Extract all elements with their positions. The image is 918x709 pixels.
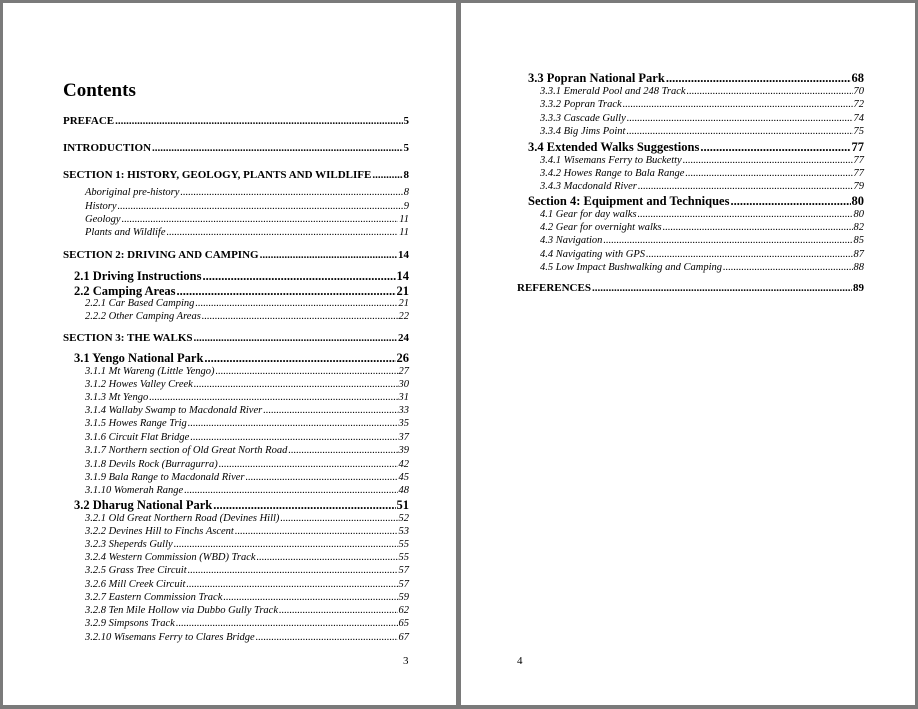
page-number-right: 4: [517, 655, 523, 667]
toc-entry-page: 59: [398, 592, 409, 603]
dot-leader: [666, 71, 851, 86]
toc-entry[interactable]: [63, 169, 409, 181]
toc-entry-page: 68: [851, 71, 864, 85]
toc-entry[interactable]: [528, 71, 864, 86]
toc-entry-title: 2.2.2 Other Camping Areas: [85, 311, 201, 322]
toc-entry[interactable]: [74, 498, 409, 513]
toc-entry[interactable]: [85, 445, 409, 456]
toc-entry-page: 24: [398, 332, 409, 344]
toc-entry[interactable]: [517, 282, 864, 294]
toc-entry[interactable]: [85, 539, 409, 550]
toc-entry-title: 2.2 Camping Areas: [74, 284, 176, 298]
toc-entry[interactable]: [85, 298, 409, 309]
toc-entry-page: 79: [853, 181, 864, 192]
toc-entry-title: 4.2 Gear for overnight walks: [540, 222, 662, 233]
toc-entry-page: 77: [853, 155, 864, 166]
toc-entry[interactable]: [85, 632, 409, 643]
toc-entry[interactable]: [85, 227, 409, 238]
toc-entry-page: 80: [853, 209, 864, 220]
toc-entry-title: 3.1.8 Devils Rock (Burragurra): [85, 459, 218, 470]
toc-entry-page: 55: [398, 539, 409, 550]
toc-entry-title: 3.3.3 Cascade Gully: [540, 113, 626, 124]
toc-entry[interactable]: [85, 392, 409, 403]
toc-entry-title: Section 4: Equipment and Techniques: [528, 194, 730, 208]
page-number-left: 3: [403, 655, 409, 667]
toc-entry-title: 3.4.1 Wisemans Ferry to Bucketty: [540, 155, 682, 166]
toc-entry-title: 3.1.5 Howes Range Trig: [85, 418, 187, 429]
toc-entry[interactable]: [85, 432, 409, 443]
dot-leader: [122, 214, 399, 225]
toc-entry-page: 11: [399, 227, 409, 238]
toc-entry-title: 2.2.1 Car Based Camping: [85, 298, 195, 309]
dot-leader: [184, 485, 397, 496]
dot-leader: [194, 379, 398, 390]
toc-entry-page: 8: [403, 187, 409, 198]
toc-entry[interactable]: [540, 209, 864, 220]
dot-leader: [167, 227, 399, 238]
toc-entry-page: 57: [398, 579, 409, 590]
toc-entry-page: 27: [398, 366, 409, 377]
toc-entry-page: 39: [398, 445, 409, 456]
toc-entry-page: 45: [398, 472, 409, 483]
toc-entry[interactable]: [540, 222, 864, 233]
dot-leader: [638, 209, 853, 220]
toc-entry-title: 3.2.4 Western Commission (WBD) Track: [85, 552, 256, 563]
dot-leader: [190, 432, 397, 443]
dot-leader: [263, 405, 397, 416]
dot-leader: [687, 86, 853, 97]
toc-entry[interactable]: [74, 269, 409, 284]
toc-entry-page: 55: [398, 552, 409, 563]
toc-entry-title: SECTION 2: DRIVING AND CAMPING: [63, 249, 259, 261]
dot-leader: [202, 311, 398, 322]
toc-entry-page: 74: [853, 113, 864, 124]
dot-leader: [176, 618, 398, 629]
toc-entry-title: 3.2.7 Eastern Commission Track: [85, 592, 223, 603]
dot-leader: [279, 605, 398, 616]
toc-entry[interactable]: [540, 86, 864, 97]
dot-leader: [260, 249, 397, 261]
dot-leader: [685, 168, 852, 179]
toc-entry-page: 30: [398, 379, 409, 390]
dot-leader: [627, 113, 853, 124]
toc-entry-title: 3.2.1 Old Great Northern Road (Devines Hill): [85, 513, 280, 524]
toc-entry-title: 3.1 Yengo National Park: [74, 351, 204, 365]
toc-entry-title: SECTION 3: THE WALKS: [63, 332, 193, 344]
dot-leader: [603, 235, 852, 246]
dot-leader: [623, 99, 853, 110]
dot-leader: [204, 351, 395, 366]
toc-entry-page: 5: [403, 142, 409, 154]
toc-entry-page: 9: [403, 201, 409, 212]
toc-entry[interactable]: [74, 284, 409, 299]
toc-entry-page: 31: [398, 392, 409, 403]
toc-entry[interactable]: [85, 459, 409, 470]
dot-leader: [213, 498, 395, 513]
toc-entry[interactable]: [85, 592, 409, 603]
dot-leader: [219, 459, 398, 470]
dot-leader: [223, 592, 397, 603]
toc-entry-page: 37: [398, 432, 409, 443]
toc-entry-title: 3.2.8 Ten Mile Hollow via Dubbo Gully Track: [85, 605, 278, 616]
toc-entry-page: 88: [853, 262, 864, 273]
dot-leader: [216, 366, 398, 377]
dot-leader: [188, 418, 398, 429]
toc-entry-title: 3.1.4 Wallaby Swamp to Macdonald River: [85, 405, 263, 416]
toc-entry[interactable]: [63, 332, 409, 344]
dot-leader: [194, 332, 398, 344]
dot-leader: [180, 187, 402, 198]
dot-leader: [730, 194, 850, 209]
toc-entry-title: 3.2.5 Grass Tree Circuit: [85, 565, 187, 576]
toc-entry[interactable]: [540, 249, 864, 260]
toc-entry[interactable]: [63, 142, 409, 154]
toc-entry-page: 52: [398, 513, 409, 524]
toc-entry[interactable]: [540, 113, 864, 124]
toc-entry[interactable]: [85, 485, 409, 496]
right-page: [461, 3, 915, 705]
dot-leader: [235, 526, 398, 537]
toc-entry-title: 3.2.10 Wisemans Ferry to Clares Bridge: [85, 632, 255, 643]
toc-entry-page: 22: [398, 311, 409, 322]
toc-entry[interactable]: [85, 526, 409, 537]
toc-entry-page: 8: [403, 169, 409, 181]
toc-entry-page: 51: [396, 498, 409, 512]
dot-leader: [683, 155, 853, 166]
toc-entry[interactable]: [540, 126, 864, 137]
dot-leader: [280, 513, 397, 524]
toc-entry[interactable]: [85, 201, 409, 212]
toc-entry-title: Plants and Wildlife: [85, 227, 166, 238]
toc-entry[interactable]: [63, 249, 409, 261]
dot-leader: [188, 565, 398, 576]
toc-entry-title: 4.3 Navigation: [540, 235, 603, 246]
toc-entry[interactable]: [540, 235, 864, 246]
toc-entry[interactable]: [85, 214, 409, 225]
toc-entry-title: Geology: [85, 214, 121, 225]
toc-entry[interactable]: [85, 418, 409, 429]
dot-leader: [626, 126, 852, 137]
toc-entry[interactable]: [540, 181, 864, 192]
toc-entry[interactable]: [85, 366, 409, 377]
toc-entry[interactable]: [528, 140, 864, 155]
toc-entry-title: 3.1.2 Howes Valley Creek: [85, 379, 193, 390]
dot-leader: [256, 632, 398, 643]
toc-entry-page: 67: [398, 632, 409, 643]
toc-entry-title: 4.1 Gear for day walks: [540, 209, 637, 220]
toc-entry-title: SECTION 1: HISTORY, GEOLOGY, PLANTS AND WILDLIFE: [63, 169, 372, 181]
toc-entry-page: 42: [398, 459, 409, 470]
toc-entry-page: 21: [398, 298, 409, 309]
dot-leader: [195, 298, 397, 309]
toc-entry-title: History: [85, 201, 117, 212]
toc-entry[interactable]: [85, 552, 409, 563]
toc-entry-title: 4.5 Low Impact Bushwalking and Camping: [540, 262, 723, 273]
toc-entry[interactable]: [540, 168, 864, 179]
toc-entry-title: 3.1.7 Northern section of Old Great North Road: [85, 445, 288, 456]
dot-leader: [202, 269, 395, 284]
toc-entry-page: 70: [853, 86, 864, 97]
toc-entry-page: 75: [853, 126, 864, 137]
toc-entry[interactable]: [540, 262, 864, 273]
dot-leader: [118, 201, 403, 212]
toc-entry-title: 3.2.3 Sheperds Gully: [85, 539, 173, 550]
dot-leader: [149, 392, 397, 403]
toc-entry-title: 3.4.3 Macdonald River: [540, 181, 637, 192]
toc-entry-page: 14: [396, 269, 409, 283]
toc-entry-page: 87: [853, 249, 864, 260]
toc-entry[interactable]: [85, 311, 409, 322]
toc-entry-page: 57: [398, 565, 409, 576]
dot-leader: [700, 140, 850, 155]
toc-entry-title: 3.1.9 Bala Range to Macdonald River: [85, 472, 245, 483]
toc-entry-title: PREFACE: [63, 115, 115, 127]
toc-entry-page: 77: [851, 140, 864, 154]
toc-entry[interactable]: [85, 605, 409, 616]
toc-entry-title: 3.2 Dharug National Park: [74, 498, 213, 512]
toc-entry-title: 4.4 Navigating with GPS: [540, 249, 645, 260]
toc-entry[interactable]: [74, 351, 409, 366]
toc-entry[interactable]: [85, 472, 409, 483]
toc-entry[interactable]: [528, 194, 864, 209]
toc-entry-page: 62: [398, 605, 409, 616]
toc-entry-page: 33: [398, 405, 409, 416]
dot-leader: [186, 579, 397, 590]
toc-entry[interactable]: [85, 379, 409, 390]
dot-leader: [177, 284, 396, 299]
toc-entry-title: 3.1.6 Circuit Flat Bridge: [85, 432, 190, 443]
toc-entry-page: 26: [396, 351, 409, 365]
toc-entry-page: 89: [853, 282, 864, 294]
toc-entry[interactable]: [85, 405, 409, 416]
toc-entry-page: 65: [398, 618, 409, 629]
toc-entry[interactable]: [85, 618, 409, 629]
toc-entry-title: 3.3.4 Big Jims Point: [540, 126, 626, 137]
toc-entry-page: 85: [853, 235, 864, 246]
toc-entry-title: 3.3.2 Popran Track: [540, 99, 622, 110]
dot-leader: [592, 282, 852, 294]
toc-entry-title: 3.1.3 Mt Yengo: [85, 392, 149, 403]
toc-entry-page: 14: [398, 249, 409, 261]
toc-entry-title: 3.2.2 Devines Hill to Finchs Ascent: [85, 526, 234, 537]
toc-entry[interactable]: [85, 565, 409, 576]
toc-entry-page: 11: [399, 214, 409, 225]
dot-leader: [174, 539, 398, 550]
toc-entry[interactable]: [85, 579, 409, 590]
dot-leader: [372, 169, 402, 181]
dot-leader: [152, 142, 402, 154]
toc-entry-page: 80: [851, 194, 864, 208]
toc-entry-page: 21: [396, 284, 409, 298]
dot-leader: [723, 262, 852, 273]
dot-leader: [246, 472, 398, 483]
dot-leader: [257, 552, 398, 563]
toc-entry-page: 53: [398, 526, 409, 537]
dot-leader: [638, 181, 853, 192]
toc-entry-page: 77: [853, 168, 864, 179]
toc-entry-title: 3.3.1 Emerald Pool and 248 Track: [540, 86, 686, 97]
dot-leader: [646, 249, 853, 260]
dot-leader: [288, 445, 397, 456]
toc-entry[interactable]: [63, 115, 409, 127]
dot-leader: [663, 222, 853, 233]
toc-entry-title: 3.2.6 Mill Creek Circuit: [85, 579, 186, 590]
toc-entry[interactable]: [540, 99, 864, 110]
dot-leader: [115, 115, 402, 127]
toc-entry-title: 3.4.2 Howes Range to Bala Range: [540, 168, 685, 179]
toc-entry[interactable]: [85, 187, 409, 198]
contents-heading: Contents: [63, 80, 136, 101]
left-page: [3, 3, 456, 705]
toc-entry-title: 3.1.1 Mt Wareng (Little Yengo): [85, 366, 215, 377]
toc-entry[interactable]: [85, 513, 409, 524]
toc-entry-title: Aboriginal pre-history: [85, 187, 180, 198]
toc-entry-title: 3.4 Extended Walks Suggestions: [528, 140, 700, 154]
toc-entry-page: 35: [398, 418, 409, 429]
toc-entry[interactable]: [540, 155, 864, 166]
toc-entry-page: 5: [403, 115, 409, 127]
toc-entry-page: 82: [853, 222, 864, 233]
toc-entry-title: INTRODUCTION: [63, 142, 152, 154]
toc-entry-title: 3.3 Popran National Park: [528, 71, 665, 85]
toc-entry-title: 2.1 Driving Instructions: [74, 269, 202, 283]
toc-entry-title: 3.1.10 Womerah Range: [85, 485, 184, 496]
toc-entry-title: 3.2.9 Simpsons Track: [85, 618, 175, 629]
toc-entry-page: 48: [398, 485, 409, 496]
toc-entry-page: 72: [853, 99, 864, 110]
toc-entry-title: REFERENCES: [517, 282, 591, 294]
